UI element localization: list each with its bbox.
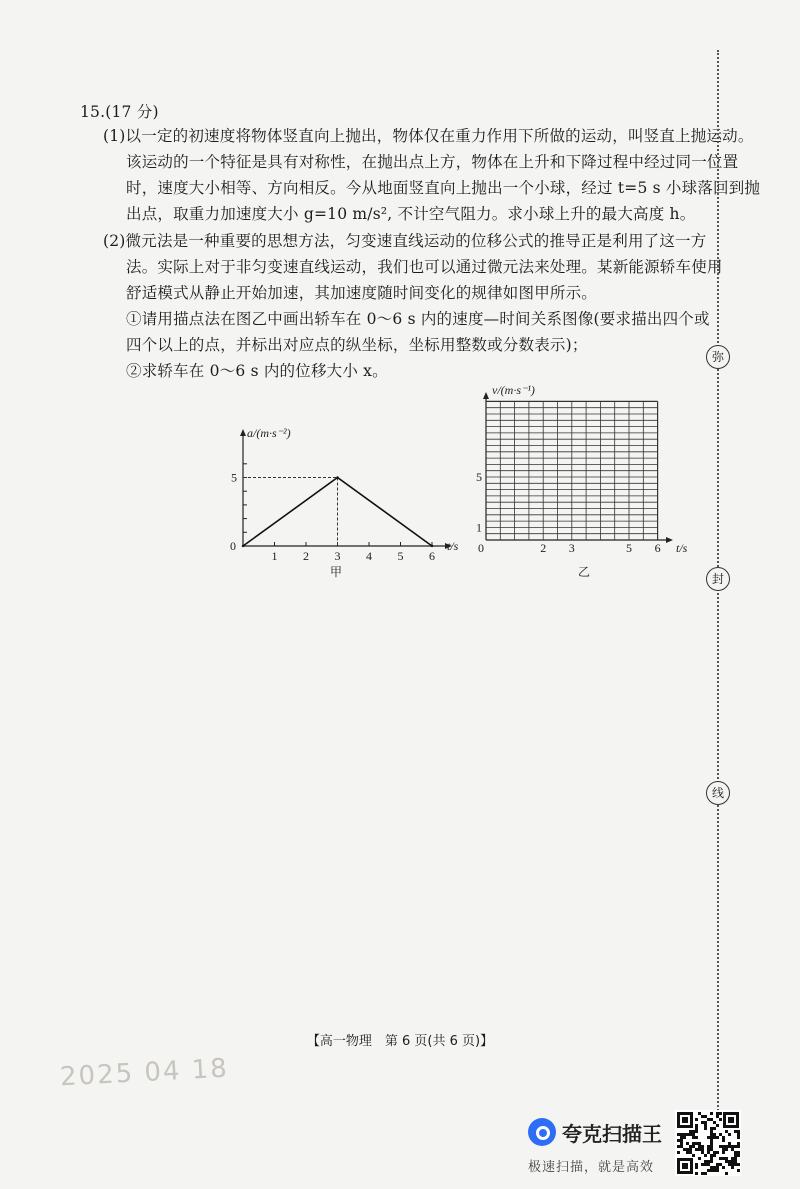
qr-module — [737, 1145, 740, 1148]
qr-module — [728, 1133, 731, 1136]
qr-module — [713, 1136, 716, 1139]
qr-module — [719, 1145, 722, 1148]
qr-module — [701, 1172, 704, 1175]
qr-finder-core — [728, 1117, 734, 1123]
qr-module — [710, 1166, 713, 1169]
qr-module — [692, 1154, 695, 1157]
qr-module — [710, 1160, 713, 1163]
part2-task-1: ①请用描点法在图乙中画出轿车在 0～6 s 内的速度—时间关系图像(要求描出四个或 — [126, 310, 710, 328]
qr-finder-core — [682, 1117, 688, 1123]
qr-finder-core — [682, 1163, 688, 1169]
qr-module — [704, 1121, 707, 1124]
qr-module — [722, 1166, 725, 1169]
qr-module — [716, 1136, 719, 1139]
qr-module — [683, 1133, 686, 1136]
qr-module — [692, 1142, 695, 1145]
a-x-tick-label: 2 — [303, 549, 309, 563]
qr-module — [710, 1133, 713, 1136]
part1-line-2: 该运动的一个特征是具有对称性，在抛出点上方，物体在上升和下降过程中经过同一位置 — [126, 153, 739, 171]
qr-module — [728, 1142, 731, 1145]
qr-module — [686, 1148, 689, 1151]
v-axis-y-arrow — [483, 392, 489, 399]
qr-module — [734, 1160, 737, 1163]
qr-module — [710, 1136, 713, 1139]
qr-module — [737, 1169, 740, 1172]
qr-module — [710, 1145, 713, 1148]
a-y-tick-label: 5 — [231, 470, 237, 485]
qr-module — [713, 1166, 716, 1169]
qr-module — [707, 1151, 710, 1154]
qr-module — [722, 1145, 725, 1148]
qr-module — [707, 1169, 710, 1172]
qr-module — [692, 1136, 695, 1139]
qr-module — [713, 1169, 716, 1172]
qr-module — [728, 1163, 731, 1166]
qr-module — [731, 1166, 734, 1169]
a-axis-ylabel: a/(m·s⁻²) — [247, 426, 291, 440]
qr-module — [707, 1148, 710, 1151]
qr-module — [737, 1133, 740, 1136]
qr-module — [695, 1148, 698, 1151]
qr-module — [710, 1130, 713, 1133]
a-origin-label: 0 — [230, 539, 236, 553]
qr-module — [725, 1145, 728, 1148]
a-data-point — [431, 545, 433, 547]
qr-module — [701, 1151, 704, 1154]
qr-code-icon — [675, 1110, 741, 1176]
qr-module — [704, 1154, 707, 1157]
faded-stamp: 2025 04 18 — [59, 1053, 230, 1093]
qr-module — [728, 1145, 731, 1148]
qr-module — [695, 1136, 698, 1139]
question-number: 15.(17 分) — [80, 103, 159, 121]
part1-line-4: 出点，取重力加速度大小 g=10 m/s², 不计空气阻力。求小球上升的最大高度 h。 — [126, 205, 696, 223]
qr-module — [719, 1163, 722, 1166]
qr-module — [677, 1139, 680, 1142]
qr-module — [710, 1127, 713, 1130]
qr-module — [680, 1133, 683, 1136]
qr-module — [713, 1127, 716, 1130]
qr-module — [722, 1139, 725, 1142]
qr-module — [695, 1166, 698, 1169]
qr-module — [692, 1133, 695, 1136]
qr-module — [710, 1157, 713, 1160]
acceleration-time-chart — [225, 420, 470, 585]
qr-module — [737, 1142, 740, 1145]
a-x-tick-label: 3 — [334, 549, 341, 563]
qr-module — [713, 1151, 716, 1154]
qr-module — [707, 1145, 710, 1148]
a-axis-y-arrow — [240, 429, 246, 436]
qr-module — [689, 1133, 692, 1136]
qr-module — [710, 1112, 713, 1115]
a-data-point — [242, 545, 244, 547]
qr-module — [725, 1148, 728, 1151]
qr-module — [710, 1142, 713, 1145]
qr-module — [737, 1163, 740, 1166]
qr-module — [689, 1148, 692, 1151]
qr-module — [680, 1142, 683, 1145]
qr-module — [731, 1160, 734, 1163]
qr-module — [689, 1151, 692, 1154]
qr-module — [710, 1154, 713, 1157]
v-y-tick-label: 5 — [476, 470, 482, 484]
qr-module — [707, 1118, 710, 1121]
qr-module — [677, 1145, 680, 1148]
qr-module — [722, 1148, 725, 1151]
v-axis-ylabel: v/(m·s⁻¹) — [492, 383, 535, 397]
qr-module — [710, 1148, 713, 1151]
qr-module — [734, 1154, 737, 1157]
qr-module — [731, 1148, 734, 1151]
qr-module — [686, 1133, 689, 1136]
a-x-tick-label: 5 — [397, 549, 404, 563]
qr-module — [704, 1163, 707, 1166]
v-origin-label: 0 — [478, 541, 484, 555]
qr-module — [695, 1172, 698, 1175]
scanner-slogan: 极速扫描，就是高效 — [528, 1160, 655, 1175]
v-axis-xlabel: t/s — [676, 541, 688, 555]
qr-module — [707, 1163, 710, 1166]
qr-module — [683, 1136, 686, 1139]
qr-module — [719, 1118, 722, 1121]
velocity-time-grid — [468, 380, 698, 580]
qr-module — [695, 1118, 698, 1121]
qr-module — [728, 1160, 731, 1163]
qr-module — [716, 1169, 719, 1172]
a-x-tick-label: 4 — [366, 549, 372, 563]
part2-task-2: ②求轿车在 0～6 s 内的位移大小 x。 — [126, 362, 388, 380]
qr-module — [698, 1145, 701, 1148]
qr-module — [737, 1130, 740, 1133]
scanner-name: 夸克扫描王 — [562, 1122, 662, 1146]
qr-module — [737, 1136, 740, 1139]
qr-module — [701, 1115, 704, 1118]
qr-module — [698, 1148, 701, 1151]
qr-module — [695, 1163, 698, 1166]
qr-module — [722, 1157, 725, 1160]
page-footer: 【高一物理 第 6 页(共 6 页)】 — [306, 1034, 494, 1049]
seal-mi: 弥 — [706, 345, 730, 369]
v-y-tick-label: 1 — [476, 520, 482, 535]
qr-module — [719, 1133, 722, 1136]
qr-module — [701, 1163, 704, 1166]
qr-module — [731, 1163, 734, 1166]
qr-module — [725, 1130, 728, 1133]
a-caption: 甲 — [330, 565, 343, 579]
qr-module — [719, 1157, 722, 1160]
qr-module — [680, 1139, 683, 1142]
a-data-point — [336, 476, 338, 478]
qr-module — [704, 1115, 707, 1118]
qr-module — [737, 1154, 740, 1157]
qr-module — [695, 1124, 698, 1127]
a-axis-xlabel: t/s — [447, 539, 459, 553]
v-x-tick-label: 2 — [540, 541, 547, 555]
qr-module — [716, 1163, 719, 1166]
qr-module — [734, 1157, 737, 1160]
qr-module — [692, 1130, 695, 1133]
qr-module — [689, 1145, 692, 1148]
qr-module — [737, 1151, 740, 1154]
qr-module — [716, 1115, 719, 1118]
qr-module — [698, 1142, 701, 1145]
qr-module — [695, 1142, 698, 1145]
qr-module — [698, 1157, 701, 1160]
qr-module — [722, 1136, 725, 1139]
qr-module — [680, 1136, 683, 1139]
qr-module — [707, 1160, 710, 1163]
qr-module — [716, 1124, 719, 1127]
qr-module — [698, 1112, 701, 1115]
qr-module — [683, 1148, 686, 1151]
qr-module — [725, 1172, 728, 1175]
qr-module — [695, 1130, 698, 1133]
qr-module — [686, 1151, 689, 1154]
qr-module — [731, 1145, 734, 1148]
v-x-tick-label: 5 — [626, 541, 632, 555]
scanner-logo-icon — [528, 1118, 556, 1146]
qr-module — [677, 1151, 680, 1154]
qr-module — [680, 1145, 683, 1148]
qr-module — [731, 1157, 734, 1160]
part2-line-1: (2)微元法是一种重要的思想方法，匀变速直线运动的位移公式的推导正是利用了这一方 — [103, 232, 707, 250]
qr-module — [725, 1160, 728, 1163]
qr-module — [716, 1151, 719, 1154]
qr-module — [722, 1151, 725, 1154]
v-x-tick-label: 6 — [654, 541, 661, 555]
part2-line-3: 舒适模式从静止开始加速，其加速度随时间变化的规律如图甲所示。 — [126, 284, 598, 302]
qr-module — [704, 1172, 707, 1175]
qr-module — [695, 1127, 698, 1130]
qr-module — [713, 1121, 716, 1124]
a-x-tick-label: 6 — [429, 549, 435, 563]
qr-module — [734, 1163, 737, 1166]
part2-line-2: 法。实际上对于非匀变速直线运动，我们也可以通过微元法来处理。某新能源轿车使用 — [126, 258, 723, 276]
qr-module — [689, 1130, 692, 1133]
qr-module — [710, 1118, 713, 1121]
qr-module — [710, 1169, 713, 1172]
qr-module — [692, 1145, 695, 1148]
qr-module — [716, 1112, 719, 1115]
qr-module — [686, 1142, 689, 1145]
seal-xian: 线 — [706, 781, 730, 805]
qr-module — [677, 1133, 680, 1136]
qr-module — [710, 1139, 713, 1142]
qr-module — [704, 1127, 707, 1130]
part2-task-1-cont: 四个以上的点，并标出对应点的纵坐标，坐标用整数或分数表示)； — [126, 336, 588, 354]
v-axis-x-arrow — [666, 537, 673, 543]
qr-module — [713, 1133, 716, 1136]
qr-module — [719, 1112, 722, 1115]
qr-module — [701, 1148, 704, 1151]
qr-module — [701, 1121, 704, 1124]
part1-line-3: 时，速度大小相等、方向相反。今从地面竖直向上抛出一个小球，经过 t=5 s 小球落回到抛 — [126, 179, 761, 197]
qr-module — [734, 1151, 737, 1154]
qr-module — [716, 1166, 719, 1169]
part1-line-1: (1)以一定的初速度将物体竖直向上抛出，物体仅在重力作用下所做的运动，叫竖直上抛运动。 — [103, 127, 754, 145]
qr-module — [713, 1154, 716, 1157]
scanner-watermark — [520, 1110, 800, 1189]
qr-module — [734, 1130, 737, 1133]
v-caption: 乙 — [578, 565, 591, 579]
qr-module — [734, 1145, 737, 1148]
qr-module — [704, 1124, 707, 1127]
qr-module — [725, 1157, 728, 1160]
a-x-tick-label: 1 — [271, 549, 278, 563]
qr-module — [704, 1160, 707, 1163]
seal-feng: 封 — [706, 567, 730, 591]
qr-module — [707, 1136, 710, 1139]
qr-module — [701, 1145, 704, 1148]
v-x-tick-label: 3 — [568, 541, 575, 555]
